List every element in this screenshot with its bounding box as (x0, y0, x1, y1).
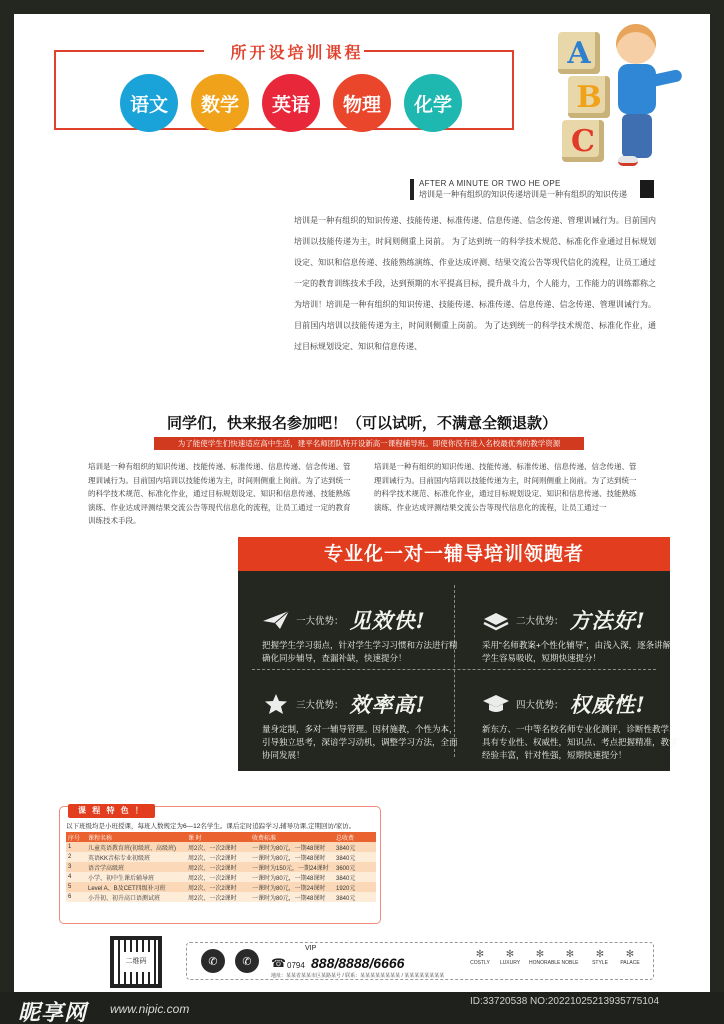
advantage-board (238, 571, 680, 771)
table-cell: 3600元 (334, 862, 376, 872)
board-divider-horizontal (252, 669, 656, 670)
subject-chinese: 语文 (120, 74, 178, 132)
advantage-4 (482, 689, 682, 762)
table-cell: 3840元 (334, 872, 376, 882)
kid-legs (622, 114, 652, 158)
table-header-row (66, 832, 376, 842)
vip-label: VIP (305, 945, 317, 952)
course-table (66, 832, 376, 902)
table-cell: 一课时为80元，一期48课时 (250, 872, 334, 882)
qr-label: 二维码 (120, 952, 152, 972)
intro-body: 培训是一种有组织的知识传递、技能传递、标准传递、信息传递、信念传递、管理训诫行为。目前国内培训以技能传递为主，时间则侧重上岗前。 为了达到统一的科学技术规范、标准化作业通过目标规划设定、知识和信息传递、技能熟练演练、作业达成评测、结果交流公告等现代信化的流程，让员工通过一定的教育训练技术手段，达到预期的水平提高目标，提升战斗力，个人能力，工作能力的训练都称之为培训！培训是一种有组织的知识传递、技能传递、标准传递、信息传递、信念传递、管理训诫行为。目前国内培训以技能传递为主，时间则侧重上岗前。 为了达到统一的科学技术规范、标准化作业，通过目标规划设定、知识和信息传递、 (294, 216, 656, 351)
brand-star-icon: ✻ (475, 949, 485, 960)
watermark-id: ID:33720538 NO:20221025213935775104 (470, 996, 660, 1007)
brand-star-icon: ✻ (505, 949, 515, 960)
brand-item: ✻ NOBLE (559, 949, 581, 966)
graduation-cap-icon (482, 693, 510, 715)
signup-text-right: 培训是一种有组织的知识传递、技能传递、标准传递、信息传递、信念传递、管理训诫行为。目前国内培训以技能传递为主，时间则侧重上岗前。为了达到统一的科学技术规范、标准化作业，通过目标规划设定、知识和信息传递、技能熟练演练、作业达成评测结果交流公告等现代信息化的流程，让员工通过一 (374, 462, 637, 512)
advantage-1-desc: 把握学生学习弱点，针对学生学习习惯和方法进行精确化同步辅导，查漏补缺，快速提分！ (262, 640, 458, 663)
table-cell: 语音学高级班 (86, 862, 186, 872)
qr-code (110, 936, 162, 988)
table-cell: 1 (66, 842, 86, 852)
table-cell: 一课时为150元，一期24课时 (250, 862, 334, 872)
kid-body (618, 64, 656, 114)
signup-title: 同学们，快来报名参加吧！（可以试听，不满意全额退款） (166, 415, 557, 432)
advantage-2 (482, 605, 682, 665)
book-stack-icon (482, 609, 510, 631)
brand-item: ✻ LUXURY (499, 949, 521, 966)
table-cell: 3840元 (334, 892, 376, 902)
table-cell: 周2次、一次2课时 (186, 852, 250, 862)
col-header: 课程名称 (86, 832, 186, 842)
brand-item: ✻ COSTLY (470, 949, 490, 966)
subject-english: 英语 (262, 74, 320, 132)
table-row (66, 872, 376, 882)
abc-blocks-kid-illustration (554, 18, 694, 178)
intro-heading (410, 179, 655, 200)
table-cell: 4 (66, 872, 86, 882)
poster-page (14, 14, 710, 992)
table-cell: 儿童英语教育班(初级班、高级班) (86, 842, 186, 852)
col-header: 课 时 (186, 832, 250, 842)
block-b: B (568, 76, 610, 118)
table-cell: 周2次、一次2课时 (186, 862, 250, 872)
wechat-icon-2: ✆ (235, 949, 259, 973)
col-header: 总收费 (334, 832, 376, 842)
advantage-1-rank: 一大优势： (296, 616, 344, 627)
table-cell: 周2次、一次2课时 (186, 892, 250, 902)
block-c: C (562, 120, 604, 162)
kid-shoe (618, 156, 638, 166)
subject-chemistry: 化学 (404, 74, 462, 132)
advantage-2-desc: 采用“名师教案+个性化辅导”，由浅入深，逐条讲解，学生容易吸收，短期快速提分！ (482, 640, 680, 663)
brand-item: ✻ HONORABLE (529, 949, 561, 966)
table-cell: 周2次、一次2课时 (186, 842, 250, 852)
signup-text-left: 培训是一种有组织的知识传递、技能传递、标准传递、信息传递、信念传递、管理训诫行为。目前国内培训以技能传递为主，时间则侧重上岗前。为了达到统一的科学技术规范、标准化作业，通过目标规划设定、知识和信息传递、技能熟练演练、作业达成评测结果交流公告等现代信息化的流程，让员工通过一定的教育训练技术手段。 (88, 462, 351, 525)
intro-heading-en: AFTER A MINUTE OR TWO HE OPE (419, 179, 561, 188)
table-row (66, 892, 376, 902)
table-row (66, 882, 376, 892)
col-header: 序号 (66, 832, 86, 842)
table-cell: 3840元 (334, 842, 376, 852)
advantage-3-desc: 量身定制，多对一辅导管理。因材施教，个性为本，引导独立思考，深谙学习动机，调整学习方法，全面协同发展！ (262, 724, 458, 760)
advantage-2-slogan: 方法好! (569, 608, 646, 633)
brand-star-icon: ✻ (625, 949, 635, 960)
intro-heading-cn: 培训是一种有组织的知识传递培训是一种有组织的知识传递 (419, 190, 627, 199)
table-cell: 一课时为80元，一期24课时 (250, 882, 334, 892)
table-cell: 3 (66, 862, 86, 872)
table-cell: Level A、B及CET四级补习班 (86, 882, 186, 892)
col-header: 收费标准 (250, 832, 334, 842)
star-icon (262, 693, 290, 715)
advantage-4-slogan: 权威性! (569, 692, 646, 717)
advantage-1-slogan: 见效快! (349, 608, 426, 633)
table-cell: 2 (66, 852, 86, 862)
brand-list (469, 949, 641, 966)
advantage-4-desc: 新东方、一中等名校名师专业化测评，诊断性教学，具有专业性、权威性，知识点、考点把握精准，教学经验丰富，针对性强，短期快速提分！ (482, 724, 678, 760)
advantage-1 (262, 605, 462, 665)
subject-math: 数学 (191, 74, 249, 132)
table-row (66, 862, 376, 872)
phone-number: 888/8888/6666 (311, 955, 405, 971)
subject-list (120, 74, 462, 132)
table-cell: 一课时为80元，一期48课时 (250, 852, 334, 862)
block-a: A (558, 32, 600, 74)
subject-physics: 物理 (333, 74, 391, 132)
area-code: 0794 (287, 961, 305, 970)
table-cell: 6 (66, 892, 86, 902)
advantage-2-rank: 二大优势： (516, 616, 564, 627)
paper-plane-icon (262, 609, 290, 631)
watermark-logo: 昵享网 (18, 1000, 88, 1024)
advantage-3-slogan: 效率高! (349, 692, 426, 717)
brand-star-icon: ✻ (535, 949, 545, 960)
intro-square-decoration (640, 180, 654, 198)
pro-banner: 专业化一对一辅导培训领跑者 (238, 537, 670, 571)
contact-bar (186, 942, 654, 980)
brand-item: ✻ PALACE (620, 949, 640, 966)
table-cell: 小升初、初升高口语测试班 (86, 892, 186, 902)
table-cell: 1920元 (334, 882, 376, 892)
course-title: 所开设培训课程 (230, 45, 364, 62)
phone-icon: ☎ (271, 956, 286, 970)
table-row (66, 852, 376, 862)
table-cell: 一课时为80元，一期48课时 (250, 892, 334, 902)
kid-head (616, 24, 656, 64)
table-row (66, 842, 376, 852)
course-features-box (59, 806, 381, 924)
advantage-4-rank: 四大优势： (516, 700, 564, 711)
table-cell: 周2次、一次2课时 (186, 882, 250, 892)
wechat-icon: ✆ (201, 949, 225, 973)
signup-banner: 为了能使学生们快速适应高中生活，建平名师团队特开设新高一课程辅导班。即使你没有进入名校最优秀的教学资源 (154, 437, 584, 450)
features-tag: 课 程 特 色 ！ (68, 804, 155, 818)
brand-star-icon: ✻ (565, 949, 575, 960)
watermark-url: www.nipic.com (110, 1002, 190, 1016)
advantage-3 (262, 689, 462, 762)
table-cell: 一课时为80元，一期48课时 (250, 842, 334, 852)
brand-item: ✻ STYLE (589, 949, 611, 966)
table-cell: 英语KK音标专业初级班 (86, 852, 186, 862)
features-note: 以下班级均是小班授课，每班人数规定为6—12名学生。课后定时追踪学习,辅导功课,定期回访/家访。 (66, 823, 356, 830)
table-cell: 周2次、一次2课时 (186, 872, 250, 882)
table-cell: 5 (66, 882, 86, 892)
brand-star-icon: ✻ (595, 949, 605, 960)
address-text: 地址：某某省某某市区某路某号 / 联系：某某某某某某某某 / 某某某某某某某某 (271, 973, 445, 979)
table-cell: 小学、初中生课后辅导班 (86, 872, 186, 882)
advantage-3-rank: 三大优势： (296, 700, 344, 711)
table-cell: 3840元 (334, 852, 376, 862)
